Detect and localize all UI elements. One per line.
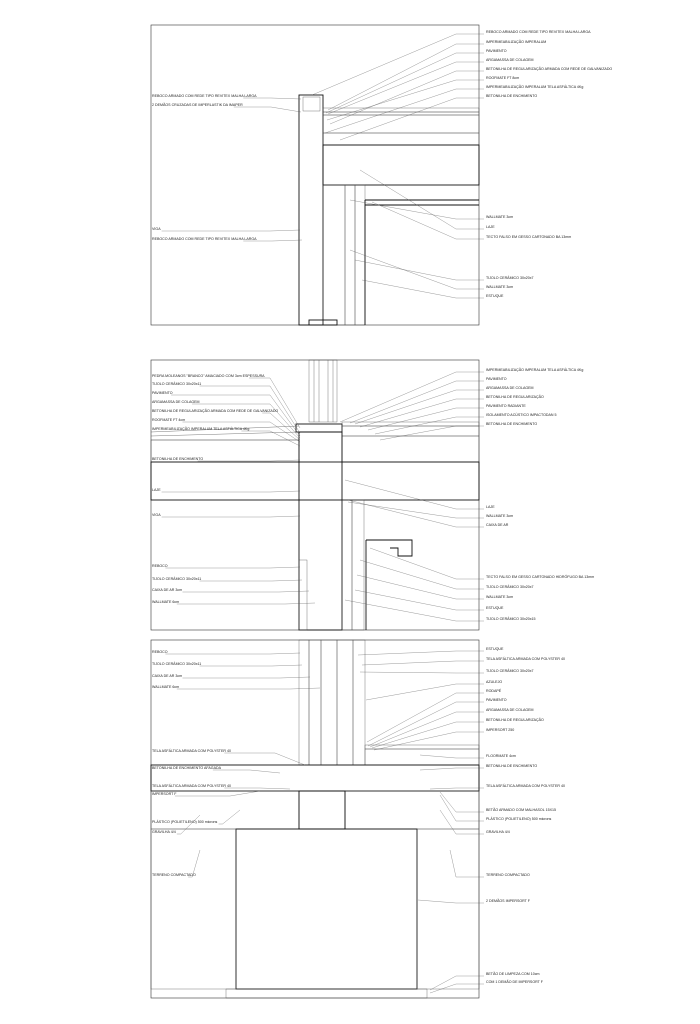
leader-line [355,390,484,424]
annotation-label: REBOCO ARMADO COM REDE TIPO REVITEX MALHA LARGA [486,30,591,34]
annotation-label: VIGA [152,513,161,517]
annotation-label: TIJOLO CERÂMICO 30x20x11 [152,577,202,581]
annotation-label: IMPERSORT F [152,792,177,796]
section-roof-parapet [299,95,479,325]
annotation-label: TERRENO COMPACTADO [486,873,530,877]
annotation-label: PLÁSTICO (POLIETILENO) 500 microns [486,817,552,821]
leader-line [177,688,320,689]
annotation-label: BETONILHA DE REGULARIZAÇÃO [486,718,544,722]
annotation-label: PLÁSTICO (POLIETILENO) 500 microns [152,820,218,824]
leader-line [360,399,484,427]
annotation-label: PAVIMENTO [486,49,507,53]
annotation-labels [152,30,612,993]
leader-line [350,250,484,289]
leader-line [312,34,484,95]
annotation-label: ESTUQUE [486,294,504,298]
annotation-label: TIJOLO CERÂMICO 30x20x7 [486,276,534,280]
leader-line [262,413,300,440]
annotation-label: CAIXA DE AR 3cm [152,588,183,592]
annotation-label: BETONILHA DE ENCHIMENTO AFAGADA [152,766,221,770]
annotation-label: IMPERMEABILIZAÇÃO IMPERALUM TELA ASFÁLTICA 4Kg [486,368,584,372]
leader-line [327,80,484,120]
annotation-label: TERRENO COMPACTADO [152,873,196,877]
annotation-label: GRAVILHA 4/4 [152,830,176,834]
leader-line [162,516,300,517]
annotation-label: IMPERMEABILIZAÇÃO IMPERALUM TELA ASFÁLTICA 4Kg [486,85,584,89]
annotation-label: TIJOLO CERÂMICO 30x20x11 [152,662,202,666]
leader-line [357,575,484,599]
leader-line [162,491,300,492]
annotation-label: ESTUQUE [486,647,504,651]
leader-line [368,702,484,746]
annotation-label: ISOLAMENTO ACÚSTICO IMPACTODAN 5 [486,413,557,417]
leader-line [380,426,484,440]
annotation-label: WALLMATE 3cm [486,215,514,219]
leader-line [330,71,484,124]
annotation-label: TELA ASFÁLTICA ARMADA COM POLYSTER 40 [152,784,231,788]
annotation-label: WALLMATE 6cm [152,600,180,604]
leader-line [430,788,484,789]
annotation-label: CAIXA DE AR [486,523,509,527]
leader-line [360,672,484,673]
annotation-label: WALLMATE 3cm [486,595,514,599]
annotation-label: TIJOLO CERÂMICO 30x20x7 [486,669,534,673]
leader-line [234,107,301,112]
leader-line [200,580,302,581]
annotation-label: BETONILHA DE ENCHIMENTO [486,422,538,426]
leader-line [360,170,484,229]
leader-line [430,984,484,993]
annotation-label: ARGAMASSA DE COLAGEM [486,386,534,390]
leader-line [198,460,300,461]
annotation-label: TECTO FALSO EM GESSO CARTONADO BA 13mm [486,235,572,239]
leader-line [350,381,484,423]
annotation-label: BETONILHA DE REGULARIZAÇÃO [486,395,544,399]
annotation-label: ARGAMASSA DE COLAGEM [486,58,534,62]
leader-line [360,560,484,589]
annotation-label: VIGA [152,227,161,231]
leader-line [175,791,260,796]
annotation-label: WALLMATE 3cm [486,514,514,518]
leader-line [328,44,484,110]
section-foundation [151,640,479,998]
leader-line [340,98,484,140]
leader-line [249,378,300,428]
annotation-label: GRAVILHA 4/4 [486,830,510,834]
leader-line [340,372,484,422]
leader-line [372,722,484,748]
annotation-label: 2 DEMÃOS CRUZADAS DE IMPERLASTIK DA IMAPER [152,103,243,107]
leader-line [183,677,311,678]
annotation-label: REBOCO [152,564,168,568]
leader-line [375,417,484,434]
leader-line [440,792,484,812]
annotation-label: TELA ASFÁLTICA ARMADA COM POLYSTER 40 [486,657,565,661]
annotation-label: ARGAMASSA DE COLAGEM [486,708,534,712]
leader-line [213,770,280,773]
annotation-label: BETÃO DE LIMPEZA COM 10cm [486,972,540,976]
leader-line [372,202,484,239]
annotation-label: ARGAMASSA DE COLAGEM [152,400,200,404]
annotation-label: TECTO FALSO EM GESSO CARTONADO HIDRÓFUGO BA 13mm [486,575,595,579]
leader-line [348,502,484,518]
leader-line [355,260,484,280]
annotation-label: BETONILHA DE ENCHIMENTO [486,764,538,768]
annotation-label: BETÃO ARMADO COM MALHASOL 15X15 [486,808,556,812]
leader-line [358,651,484,655]
annotation-label: COM 1 DEMÃO DE IMPERSORT F [486,980,543,984]
annotation-label: REBOCO ARMADO COM REDE TIPO REVITEX MALHA LARGA [152,237,257,241]
leader-line [325,89,484,133]
annotation-label: REBOCO ARMADO COM REDE TIPO REVITEX MALHA LARGA [152,94,257,98]
annotation-label: REBOCO [152,650,168,654]
annotation-label: LAJE [152,488,161,492]
leader-line [368,408,484,430]
leader-line [183,422,301,442]
annotation-label: TIJOLO CERÂMICO 30x20x11 [152,382,202,386]
annotation-label: BETONILHA DE REGULARIZAÇÃO ARMADA COM REDE DE GALVANIZADO [152,409,279,413]
leader-line [370,712,484,747]
leader-line [362,661,484,665]
annotation-label: TIJOLO CERÂMICO 30x20x7 [486,585,534,589]
leader-line [243,98,301,99]
annotation-label: PAVIMENTO [486,698,507,702]
leader-line [165,567,300,568]
leader-line [420,755,484,758]
leader-line [418,900,484,903]
annotation-label: LAJE [486,225,495,229]
annotation-label: LAJE [486,505,495,509]
annotation-label: 2 DEMÃOS IMPERSORT F [486,899,530,903]
annotation-label: IMPERMEABILIZAÇÃO IMPERALUM [486,40,547,44]
section-intermediate-floor [151,360,479,630]
annotation-label: PEDRA MOLEANOS "BRANCO" AMACIADO COM 3cm ESPESSURA [152,374,265,378]
annotation-label: WALLMATE 6cm [152,685,180,689]
leader-line [183,591,310,592]
annotation-label: RODAPÉ [486,689,502,693]
annotation-label: BETONILHA DE ENCHIMENTO [486,94,538,98]
annotation-label: PAVIMENTO [486,377,507,381]
annotation-label: AZULEJO [486,680,503,684]
leader-line [440,795,484,821]
annotation-label: PAVIMENTO [152,391,173,395]
annotation-label: ROOFMATE FT 8cm [486,76,520,80]
leader-line [219,810,240,824]
annotation-label: TIJOLO CERÂMICO 30x20x15 [486,617,536,621]
leader-line [177,815,200,834]
section-frames [151,25,479,998]
leader-line [162,230,300,231]
leader-line [420,768,484,770]
leader-line [355,590,484,610]
leader-line [224,788,290,789]
leader-line [200,665,302,666]
annotation-label: PAVIMENTO RADIANTE [486,404,526,408]
leader-line [350,200,484,219]
annotation-label: CAIXA DE AR 3cm [152,674,183,678]
annotation-label: IMPERMEABILIZAÇÃO IMPERALUM TELA ASFÁLTICA 4Kg [152,427,250,431]
annotation-label: TELA ASFÁLTICA ARMADA COM POLYSTER 40 [152,749,231,753]
leader-line [177,603,315,604]
annotation-label: ROOFMATE FT 4cm [152,418,186,422]
leader-line [430,976,484,990]
annotation-label: TELA ASFÁLTICA ARMADA COM POLYSTER 40 [486,784,565,788]
leader-line [366,684,484,700]
leader-line [370,548,484,579]
annotation-label: BETONILHA DE REGULARIZAÇÃO ARMADA COM REDE DE GALVANIZADO [486,67,613,71]
leader-line [224,753,305,765]
leader-line [348,500,484,527]
annotation-label: ESTUQUE [486,606,504,610]
leader-line [367,693,484,742]
leader-line [440,810,484,834]
annotation-label: BETONILHA DE ENCHIMENTO [152,457,204,461]
annotation-label: IMPERSORT 250 [486,728,515,732]
annotation-label: FLOORMATE 4cm [486,754,516,758]
leader-line [165,653,300,654]
annotation-label: WALLMATE 3cm [486,285,514,289]
